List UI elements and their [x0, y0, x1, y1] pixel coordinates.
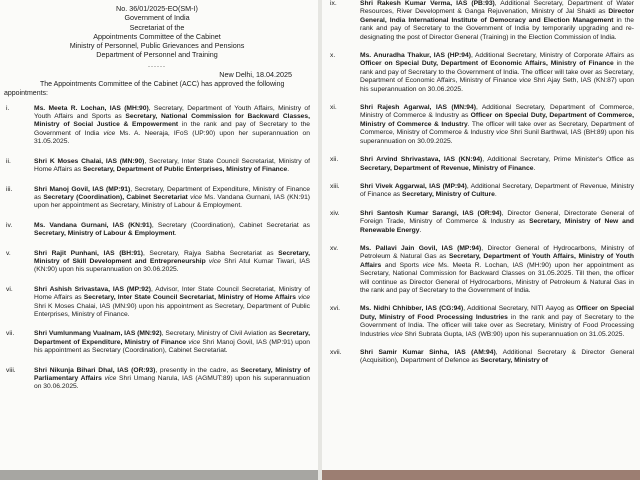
item-text: [360, 210, 634, 235]
item-text-span: , Secretary, Ministry of Civil Aviation as: [161, 330, 279, 338]
item-text: [34, 330, 310, 355]
item-text-bold: Secretary, Department of Youth Affairs, Ministry of Youth Affairs: [360, 253, 634, 269]
appointment-item: [328, 210, 634, 235]
item-text: [360, 156, 634, 173]
item-text: [34, 286, 310, 320]
header-separator: ......: [148, 59, 166, 69]
item-text: [34, 250, 310, 275]
item-text-bold: Shri Nikunja Bihari Dhal, IAS (OR:93): [34, 366, 156, 374]
appointment-item: [328, 156, 634, 173]
item-text-italic: vice: [496, 129, 509, 137]
item-text-span: , Director General, Directorate General of Foreign Trade, Ministry of Commerce & Industry as: [360, 209, 634, 226]
item-text-span: , Secretary, Rajya Sabha Secretariat as: [142, 249, 279, 257]
order-number: No. 36/01/2025-EO(SM-I): [116, 4, 198, 13]
item-text: [360, 0, 634, 42]
appointment-list-right: [328, 0, 634, 366]
appointment-item: [328, 245, 634, 295]
item-text-bold: Ms. Meeta R. Lochan, IAS (MH:90): [34, 104, 149, 112]
appointment-item: [4, 367, 310, 392]
order-header: [4, 4, 310, 69]
item-text-span: Shri Manoj Govil, IAS (MP:91) upon his appointment as Secretary (Coordination), Cabinet Secretariat.: [34, 338, 310, 355]
item-text-bold: Director General, India International Institute of Democracy and Election Management: [360, 8, 634, 24]
item-text-italic: vice: [422, 261, 435, 269]
item-number: vii.: [6, 330, 15, 338]
appointment-item: [4, 105, 310, 147]
item-number: xii.: [330, 156, 339, 164]
item-text: [360, 104, 634, 146]
appointment-item: [328, 104, 634, 146]
photo-strip-right: [322, 470, 640, 480]
item-text: [360, 245, 634, 295]
item-text-span: Shri Sunil Barthwal, IAS (BH:89) upon his superannuation on 30.09.2025.: [360, 129, 634, 145]
item-text-bold: Secretary, Department of Public Enterprises, Ministry of Finance: [82, 166, 288, 174]
item-text-italic: vice: [188, 338, 201, 346]
appointment-item: [328, 0, 634, 42]
item-text-span: , Additional Secretary, Department of Water Resources, River Development & Ganga Rejuvenation, Ministry of Jal Shakti as: [360, 0, 634, 16]
item-number: viii.: [6, 366, 16, 374]
item-text-bold: Shri Ashish Srivastava, IAS (MP:92): [34, 285, 151, 293]
item-number: ix.: [330, 0, 337, 7]
item-text-span: in the rank and pay of Secretary to the Government of India by temporarily upgrading and re-designating the post of Director General (Training) in the Election Commission of India.: [360, 16, 635, 41]
item-text-bold: Ms. Nidhi Chhibber, IAS (CG:94): [360, 305, 464, 313]
item-text: [360, 52, 634, 94]
item-text: [34, 367, 310, 392]
item-text-span: , Additional Secretary & Director General (Acquisition), Department of Defence as: [360, 349, 634, 365]
appointment-item: [4, 330, 310, 355]
item-text-span: Ms. Meeta R. Lochan, IAS (MH:90) upon her appointment as Secretary, National Commission for Backward Classes on 31.05.2025. Till then, the officer will continue as Director General of Hydrocarbons, Ministry of Petroleum & Natural Gas in the rank and pay of Secretary to the Government of India.: [360, 261, 634, 294]
item-text-italic: vice: [208, 257, 221, 265]
item-text: [34, 186, 310, 211]
order-intro: The Appointments Committee of the Cabinet (ACC) has approved the following appointments:: [4, 81, 285, 97]
item-number: xi.: [330, 104, 337, 112]
item-text-span: , Secretary, Department of Expenditure, Ministry of Finance as: [34, 185, 310, 201]
item-text-span: , Secretary, Department of Youth Affairs, Ministry of Youth Affairs and Sports as: [34, 104, 311, 121]
header-line-3: Appointments Committee of the Cabinet: [93, 31, 221, 41]
item-text-italic: vice: [104, 375, 117, 383]
item-text-span: in the rank and pay of Secretary to the Government of India: [34, 121, 310, 137]
appointment-item: [4, 158, 310, 175]
item-text-span: Shri K Moses Chalai, IAS (MN:90) upon his appointment as Secretary, Department of Public Enterprises, Ministry of Finance.: [34, 302, 310, 318]
item-text-span: Shri Atul Kumar Tiwari, IAS (KN:90) upon his superannuation on 30.06.2025.: [34, 257, 310, 274]
item-text-bold: Officer on Special Duty, Department of Commerce, Ministry of Commerce & Industry: [360, 112, 634, 128]
item-text-italic: vice: [103, 129, 116, 137]
item-text-bold: Shri Santosh Kumar Sarangi, IAS (OR:94): [360, 209, 502, 217]
item-text-bold: Secretary, Ministry of New and Renewable Energy: [360, 218, 634, 234]
item-text-span: , Additional Secretary, Department of Commerce, Ministry of Commerce & Industry as: [360, 104, 634, 120]
item-text-bold: Shri Vumlunmang Vualnam, IAS (MN:92): [34, 330, 162, 338]
appointment-item: [4, 286, 310, 320]
item-text-span: . The officer will take over as Secretary, Department of Commerce, Ministry of Commerce & Industry: [360, 120, 634, 137]
item-text-bold: Secretary, Ministry of Culture: [402, 191, 495, 199]
item-text-span: .: [533, 164, 536, 172]
item-text: [34, 158, 310, 175]
item-text-bold: Secretary, Ministry of Labour & Employment: [34, 230, 175, 238]
item-number: iv.: [6, 221, 13, 229]
appointment-item: [328, 349, 634, 366]
item-text-bold: Secretary, Department of Revenue, Ministry of Finance: [360, 164, 534, 172]
item-text-span: Ms. Vandana Gurnani, IAS (KN:91) upon her appointment as Secretary, Ministry of Labour & Employment.: [34, 193, 311, 210]
item-text-span: Shri Subrata Gupta, IAS (WB:90) upon his superannuation on 31.05.2025.: [402, 330, 625, 338]
order-page-left: [0, 0, 318, 480]
item-text-span: in the rank and pay of Secretary to the Government of India. The officer will take over as Secretary, Department of Economic Affairs, Ministry of Finance: [360, 60, 635, 85]
item-text-bold: Ms. Vandana Gurnani, IAS (KN:91): [34, 221, 152, 229]
item-text-span: , Additional Secretary, Prime Minister's Office as: [482, 156, 634, 164]
appointment-item: [4, 222, 310, 239]
item-text: [360, 349, 634, 366]
item-text-span: in the rank and pay of Secretary to the Government of India. The officer will take over as Secretary, Ministry of Food Processing Industries: [360, 313, 634, 338]
item-text-bold: Ms. Pallavi Jain Govil, IAS (MP:94): [360, 244, 482, 252]
item-text-bold: Shri Samir Kumar Sinha, IAS (AM:94): [360, 349, 496, 356]
item-text-bold: Officer on Special Duty, Ministry of Food Processing Industries: [360, 305, 634, 321]
item-text-span: , presently in the cadre, as: [155, 366, 241, 374]
item-text-italic: vice: [390, 330, 403, 338]
item-text-span: , Additional Secretary, Ministry of Corporate Affairs as: [470, 52, 634, 60]
item-text-bold: Secretary, Ministry of: [480, 357, 548, 365]
item-text-span: , Director General of Hydrocarbons, Ministry of Petroleum & Natural Gas as: [360, 244, 634, 261]
item-text-bold: Officer on Special Duty, Department of Economic Affairs, Ministry of Finance: [360, 60, 614, 68]
item-text-bold: Secretary, Ministry of Skill Development and Entrepreneurship: [34, 249, 310, 265]
item-text-span: , Secretary (Coordination), Cabinet Secretariat as: [151, 221, 310, 229]
item-number: xvi.: [330, 305, 341, 313]
item-number: xvii.: [330, 349, 342, 356]
item-text: [34, 222, 310, 239]
header-line-4: Ministry of Personnel, Public Grievances and Pensions: [69, 41, 245, 51]
item-number: ii.: [6, 157, 11, 165]
item-text-italic: vice: [519, 77, 532, 85]
item-text-span: .: [419, 226, 422, 234]
item-text-bold: Secretary, Ministry of Parliamentary Affairs: [34, 366, 310, 383]
item-text-span: Ms. A. Neeraja, IFoS (UP:90) upon her superannuation on 31.05.2025.: [34, 129, 310, 146]
item-text-span: , Additional Secretary, NITI Aayog as: [463, 305, 577, 313]
appointment-item: [4, 186, 310, 211]
item-text: [360, 183, 634, 200]
item-text-italic: vice: [190, 193, 202, 201]
item-text-span: .: [174, 230, 177, 238]
appointment-item: [328, 52, 634, 94]
item-number: iii.: [6, 185, 13, 193]
item-text-bold: Secretary (Coordination), Cabinet Secretariat: [43, 193, 188, 201]
item-text-span: and Sports: [381, 261, 423, 269]
order-page-right: [322, 0, 640, 480]
order-date: New Delhi, 18.04.2025: [219, 70, 292, 80]
appointment-list-left: [4, 105, 310, 392]
item-text-span: .: [494, 191, 497, 199]
item-text-bold: Secretary, Inter State Council Secretariat, Ministry of Home Affairs: [83, 294, 296, 302]
item-text-span: , Secretary, Inter State Council Secretariat, Ministry of Home Affairs as: [34, 157, 310, 174]
header-line-1: Government of India: [124, 13, 190, 23]
item-text-span: Shri Umang Narula, IAS (AGMUT:89) upon his superannuation on 30.06.2025.: [34, 375, 311, 391]
item-text-bold: Shri Arvind Shrivastava, IAS (KN:94): [360, 156, 483, 164]
item-number: vi.: [6, 285, 13, 293]
item-text-bold: Shri K Moses Chalai, IAS (MN:90): [34, 157, 145, 165]
item-text-span: Shri Ajay Seth, IAS (KN:87) upon his superannuation on 30.06.2025.: [360, 77, 635, 93]
item-text: [34, 105, 310, 147]
item-text-bold: Shri Manoj Govil, IAS (MP:91): [34, 185, 131, 193]
item-number: xv.: [330, 244, 339, 252]
item-text-bold: Secretary, Department of Expenditure, Ministry of Finance: [34, 330, 311, 346]
item-number: x.: [330, 52, 336, 60]
item-number: xiii.: [330, 182, 340, 190]
item-text-bold: Shri Rakesh Kumar Verma, IAS (PB:93): [360, 0, 495, 7]
item-text-bold: Shri Vivek Aggarwal, IAS (MP:94): [360, 182, 467, 190]
item-text-span: .: [287, 166, 290, 174]
item-text-bold: Shri Rajesh Agarwal, IAS (MN:94): [360, 104, 476, 112]
item-text-italic: vice: [298, 294, 310, 302]
photo-strip-left: [0, 470, 318, 480]
item-number: i.: [6, 104, 10, 112]
appointment-item: [328, 183, 634, 200]
item-text-span: , Additional Secretary, Department of Revenue, Ministry of Finance as: [360, 182, 634, 199]
appointment-item: [328, 305, 634, 339]
item-text-bold: Ms. Anuradha Thakur, IAS (HP:94): [360, 52, 471, 60]
item-text-bold: Secretary, National Commission for Backward Classes, Ministry of Social Justice & Empowerment: [34, 113, 310, 129]
item-text: [360, 305, 634, 339]
item-number: v.: [6, 249, 11, 257]
item-text-span: , Advisor, Inter State Council Secretariat, Ministry of Home Affairs as: [34, 285, 311, 302]
header-line-2: Secretariat of the: [129, 22, 185, 32]
item-number: xiv.: [330, 209, 340, 217]
header-line-5: Department of Personnel and Training: [96, 50, 218, 60]
appointment-item: [4, 250, 310, 275]
item-text-bold: Shri Rajit Punhani, IAS (BH:91): [34, 249, 143, 257]
